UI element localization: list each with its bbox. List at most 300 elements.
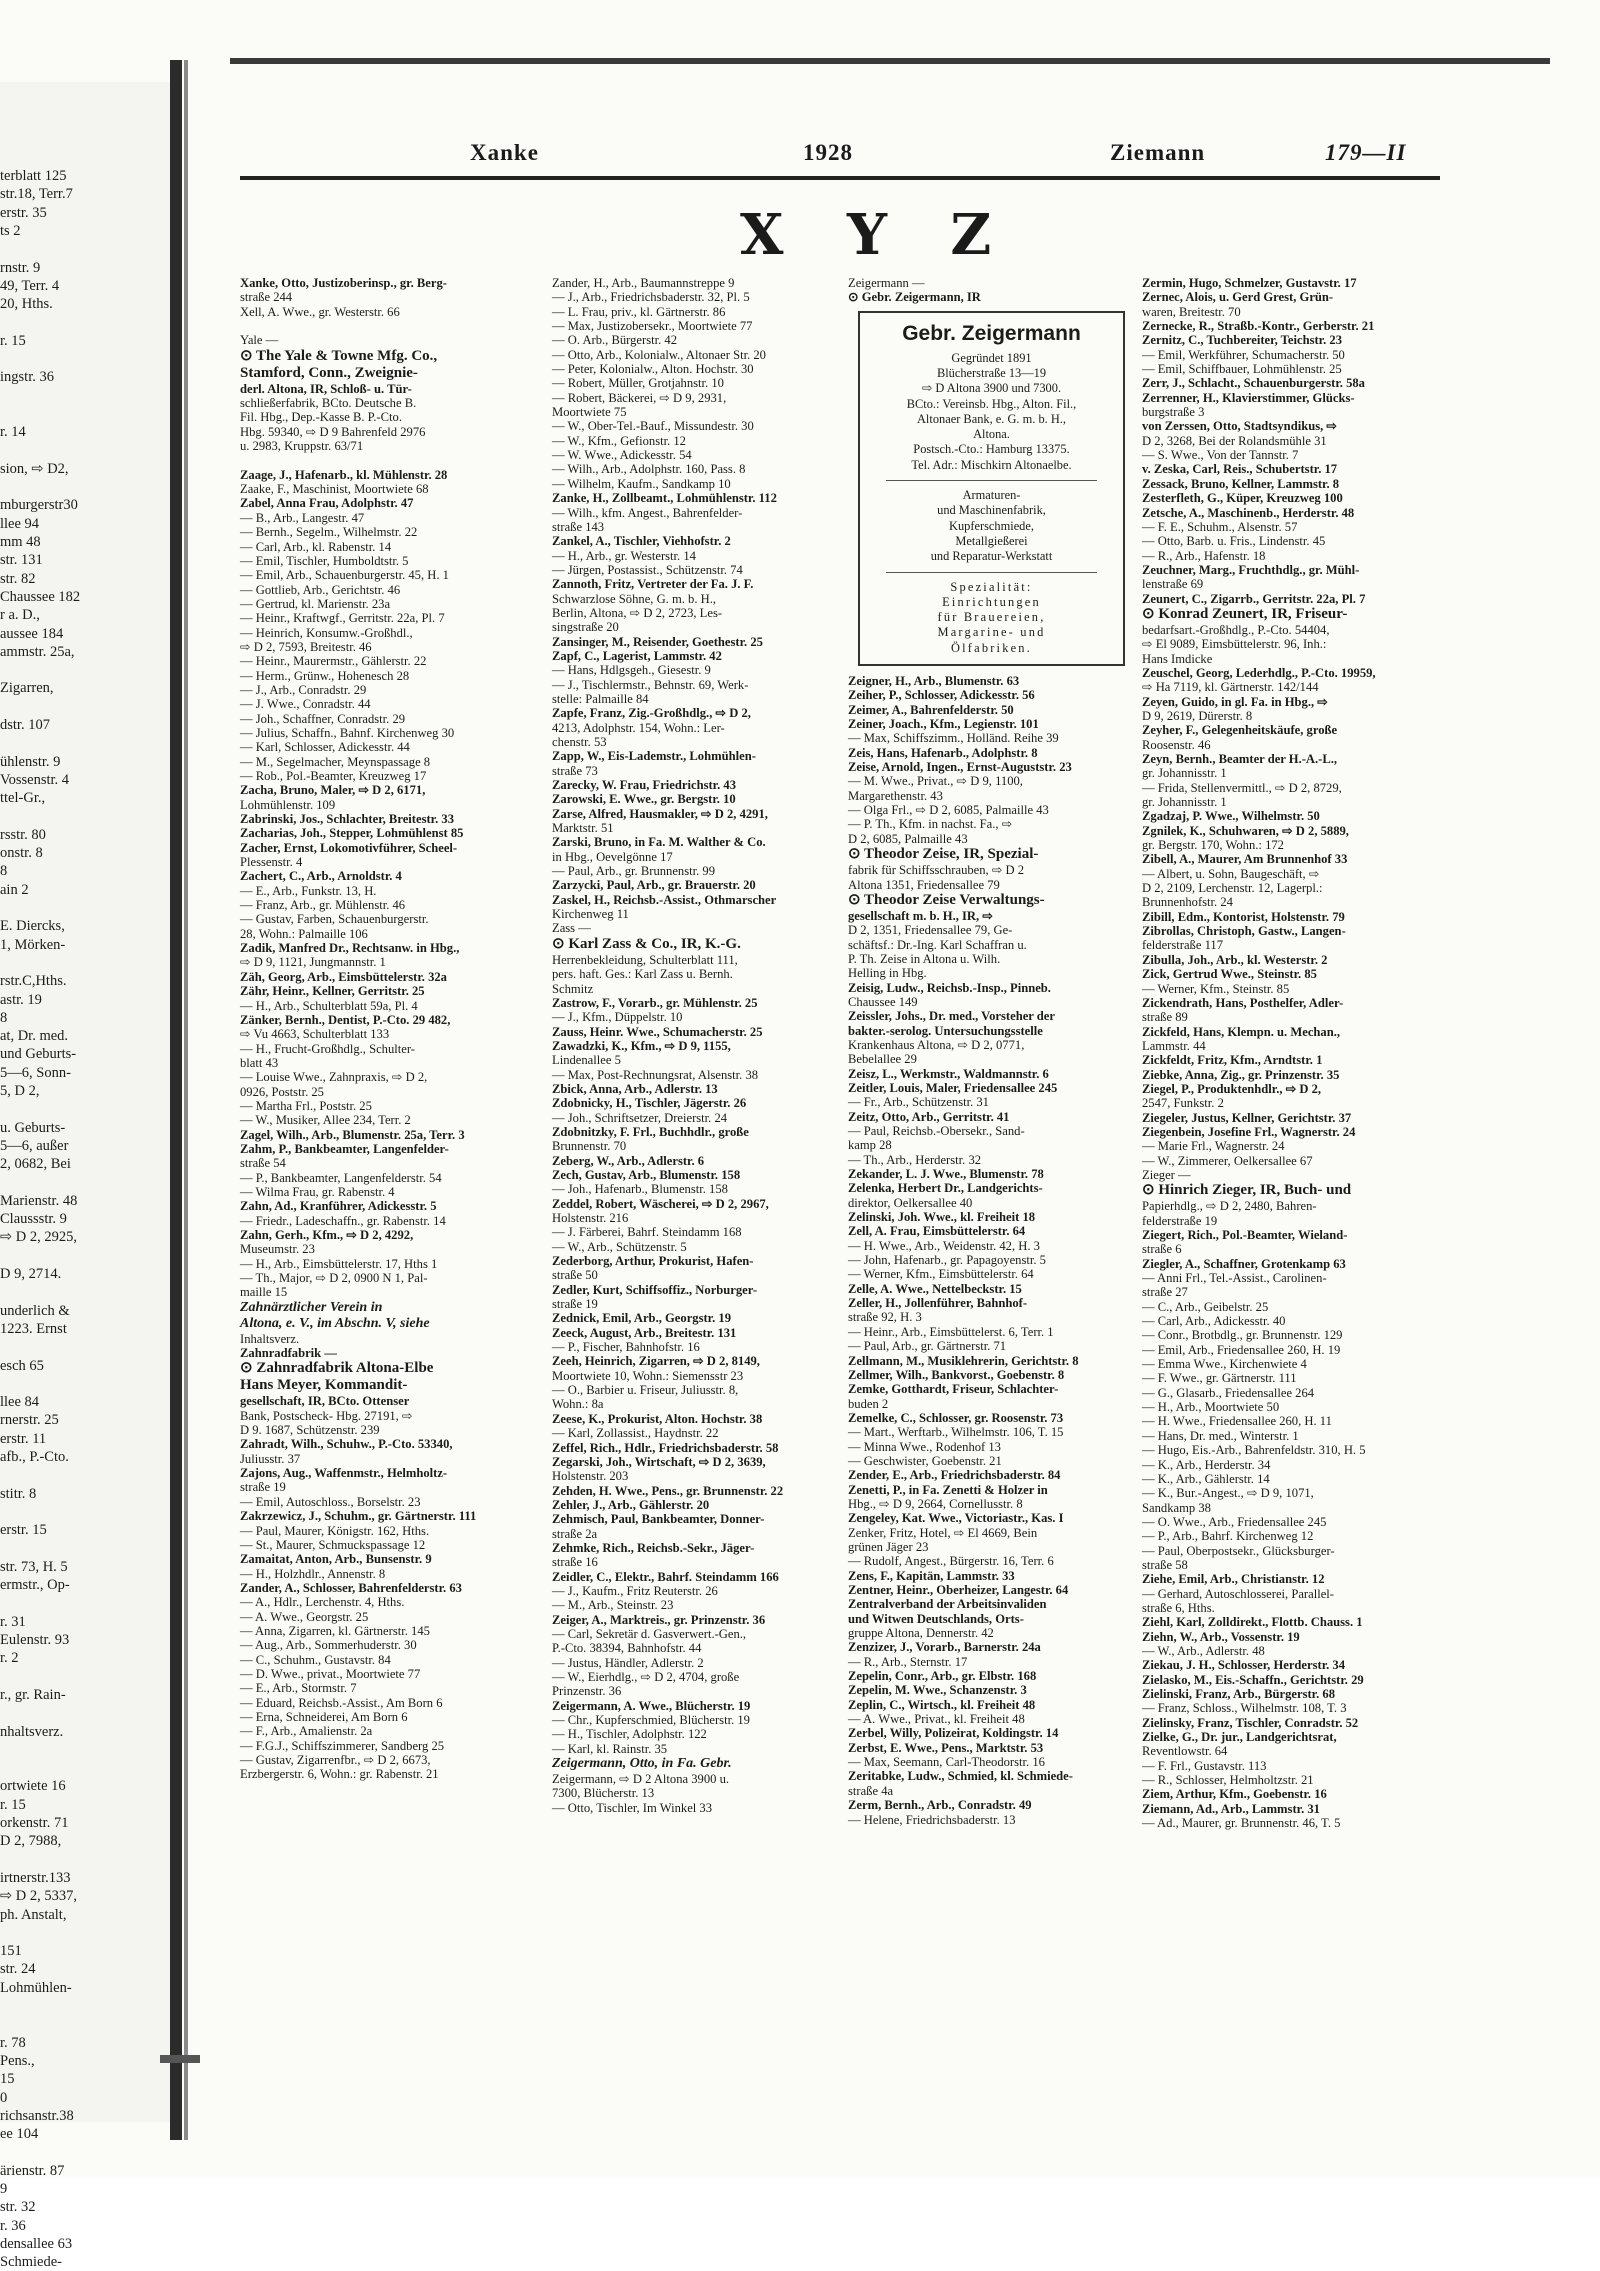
directory-entry: Zibill, Edm., Kontorist, Holstenstr. 79: [1142, 909, 1345, 924]
directory-entry: Zachert, C., Arb., Arnoldstr. 4: [240, 869, 402, 884]
directory-entry: — St., Maurer, Schmuckspassage 12: [240, 1537, 426, 1552]
directory-entry: Xell, A. Wwe., gr. Westerstr. 66: [240, 304, 400, 319]
firm-entry-heading: ⊙ Theodor Zeise Verwaltungs-: [848, 891, 1045, 908]
directory-entry: u. 2983, Kruppstr. 63/71: [240, 439, 364, 454]
directory-entry: gesellschaft m. b. H., IR, ⇨: [848, 908, 993, 923]
prev-page-fragment: str. 131: [0, 552, 43, 569]
directory-entry: — Conr., Brotbdlg., gr. Brunnenstr. 129: [1142, 1328, 1343, 1343]
prev-page-fragment: llee 94: [0, 515, 40, 532]
directory-entry: Zeis, Hans, Hafenarb., Adolphstr. 8: [848, 745, 1038, 760]
directory-entry: D 2, 2109, Lerchenstr. 12, Lagerpl.:: [1142, 881, 1323, 896]
directory-entry: — Gustav, Zigarrenfbr., ⇨ D 2, 6673,: [240, 1753, 431, 1767]
prev-page-fragment: ee 104: [0, 2126, 39, 2143]
directory-entry: Marktstr. 51: [552, 821, 614, 836]
directory-entry: Zibrollas, Christoph, Gastw., Langen-: [1142, 924, 1346, 939]
directory-entry: — W., Ober-Tel.-Bauf., Missundestr. 30: [552, 419, 754, 434]
directory-entry: — H., Arb., Eimsbüttelerstr. 17, Hths 1: [240, 1256, 438, 1271]
ad-line: Gegründet 1891: [951, 350, 1032, 365]
directory-entry: Zahn, Gerh., Kfm., ⇨ D 2, 4292,: [240, 1228, 414, 1242]
directory-entry: gr. Bergstr. 170, Wohn.: 172: [1142, 838, 1284, 853]
directory-entry: — Wilh., kfm. Angest., Bahrenfelder-: [552, 505, 743, 520]
ad-line: Postsch.-Cto.: Hamburg 13375.: [913, 442, 1070, 457]
directory-entry: Zadik, Manfred Dr., Rechtsanw. in Hbg.,: [240, 941, 460, 956]
directory-entry: Zeigermann, Otto, in Fa. Gebr.: [552, 1756, 732, 1772]
directory-entry: Zeberg, W., Arb., Adlerstr. 6: [552, 1153, 705, 1168]
prev-page-fragment: str.18, Terr.7: [0, 186, 73, 203]
directory-entry: Zeyn, Bernh., Beamter der H.-A.-L.,: [1142, 752, 1338, 766]
directory-entry: Hans Imdicke: [1142, 651, 1213, 666]
directory-entry: Bank, Postscheck- Hbg. 27191, ⇨: [240, 1408, 413, 1423]
directory-entry: Zeese, K., Prokurist, Alton. Hochstr. 38: [552, 1411, 763, 1426]
directory-entry: — M., Arb., Steinstr. 23: [552, 1598, 674, 1613]
directory-entry: Berlin, Altona, ⇨ D 2, 2723, Les-: [552, 605, 723, 620]
directory-entry: Zeiger, A., Marktreis., gr. Prinzenstr. 36: [552, 1612, 766, 1627]
directory-entry: Zastrow, F., Vorarb., gr. Mühlenstr. 25: [552, 995, 758, 1010]
directory-entry: — Marie Frl., Wagnerstr. 24: [1142, 1139, 1285, 1154]
directory-entry: Herrenbekleidung, Schulterblatt 111,: [552, 952, 738, 967]
directory-entry: — F. Wwe., gr. Gärtnerstr. 111: [1142, 1371, 1297, 1386]
directory-entry: — Heinr., Maurermstr., Gählerstr. 22: [240, 654, 427, 669]
page-number: 179—II: [1325, 140, 1407, 165]
directory-entry: — P., Arb., Bahrf. Kirchenweg 12: [1142, 1529, 1314, 1544]
firm-entry-heading: ⊙ Hinrich Zieger, IR, Buch- und: [1142, 1182, 1352, 1199]
directory-entry: — J. Wwe., Conradstr. 44: [240, 697, 371, 712]
directory-entry: Zeisz, L., Werkmstr., Waldmannstr. 6: [848, 1066, 1049, 1081]
directory-entry: Zauss, Heinr. Wwe., Schumacherstr. 25: [552, 1024, 763, 1039]
directory-entry: — Anni Frl., Tel.-Assist., Carolinen-: [1142, 1271, 1327, 1286]
directory-entry: — Paul, Oberpostsekr., Glücksburger-: [1142, 1543, 1335, 1558]
directory-entry: — Heinr., Arb., Eimsbüttelerst. 6, Terr. 1: [848, 1324, 1054, 1339]
directory-entry: — Rudolf, Angest., Bürgerstr. 16, Terr. 6: [848, 1554, 1054, 1569]
prev-page-fragment: erstr. 15: [0, 1522, 47, 1539]
directory-entry: Ziegler, A., Schaffner, Grotenkamp 63: [1142, 1256, 1346, 1271]
prev-page-fragment: sion, ⇨ D2,: [0, 460, 69, 477]
directory-entry: — Emil, Arb., Schauenburgerstr. 45, H. 1: [240, 568, 449, 583]
directory-entry: — O. Arb., Bürgerstr. 42: [552, 333, 678, 348]
directory-entry: gruppe Altona, Dennerstr. 42: [848, 1626, 994, 1641]
directory-entry: — D. Wwe., privat., Moortwiete 77: [240, 1666, 421, 1681]
directory-entry: — Karl, kl. Rainstr. 35: [552, 1741, 668, 1756]
directory-entry: Zermin, Hugo, Schmelzer, Gustavstr. 17: [1142, 276, 1357, 290]
directory-entry: — K., Bur.-Angest., ⇨ D 9, 1071,: [1142, 1486, 1314, 1501]
directory-entry: — H. Wwe., Arb., Weidenstr. 42, H. 3: [848, 1238, 1040, 1253]
directory-entry: — Hugo, Eis.-Arb., Bahrenfeldstr. 310, H. 5: [1142, 1443, 1366, 1458]
directory-entry: — Wilh., Arb., Adolphstr. 160, Pass. 8: [552, 462, 746, 477]
ad-line: Einrichtungen: [942, 594, 1041, 609]
directory-entry: blatt 43: [240, 1055, 279, 1070]
directory-entry: straße 50: [552, 1268, 598, 1283]
directory-entry: Zeitz, Otto, Arb., Gerritstr. 41: [848, 1109, 1010, 1124]
directory-entry: Zarse, Alfred, Hausmakler, ⇨ D 2, 4291,: [552, 806, 768, 821]
prev-page-fragment: 20, Hths.: [0, 296, 53, 313]
directory-entry: 28, Wohn.: Palmaille 106: [240, 926, 368, 941]
directory-entry: — Emma Wwe., Kirchenwiete 4: [1142, 1357, 1307, 1372]
directory-entry: Zednick, Emil, Arb., Georgstr. 19: [552, 1311, 731, 1326]
directory-entry: — P., Bankbeamter, Langenfelderstr. 54: [240, 1170, 442, 1185]
directory-entry: Xanke, Otto, Justizoberinsp., gr. Berg-: [240, 276, 447, 290]
directory-entry: Zarecky, W. Frau, Friedrichstr. 43: [552, 778, 737, 793]
directory-entry: D 9. 1687, Schützenstr. 239: [240, 1423, 380, 1438]
running-head-right: Ziemann: [1110, 140, 1206, 165]
prev-page-fragment: 1223. Ernst: [0, 1320, 67, 1337]
directory-entry: straße 6: [1142, 1242, 1182, 1257]
directory-entry: straße 19: [240, 1480, 286, 1495]
prev-page-fragment: 49, Terr. 4: [0, 277, 60, 294]
prev-page-fragment: 5—6, Sonn-: [0, 1064, 71, 1081]
directory-entry: — Eduard, Reichsb.-Assist., Am Born 6: [240, 1695, 443, 1710]
directory-entry: Zernitz, C., Tuchbereiter, Teichstr. 23: [1142, 333, 1342, 348]
directory-entry: — John, Hafenarb., gr. Papagoyenstr. 5: [848, 1253, 1046, 1268]
directory-entry: — Anna, Zigarren, kl. Gärtnerstr. 145: [240, 1623, 430, 1638]
prev-page-fragment: ain 2: [0, 881, 29, 898]
directory-entry: — Emil, Werkführer, Schumacherstr. 50: [1142, 347, 1345, 362]
prev-page-fragment: terblatt 125: [0, 168, 67, 184]
directory-entry: — H., Arb., gr. Westerstr. 14: [552, 548, 696, 563]
directory-entry: Zeissler, Johs., Dr. med., Vorsteher der: [848, 1009, 1055, 1024]
directory-entry: Zacharias, Joh., Stepper, Lohmühlenst 85: [240, 826, 464, 841]
directory-entry: Helling in Hbg.: [848, 966, 927, 981]
directory-entry: Zeigner, H., Arb., Blumenstr. 63: [848, 674, 1020, 689]
directory-entry: [240, 453, 540, 467]
prev-page-fragment: ammstr. 25a,: [0, 643, 75, 660]
ad-line: Tel. Adr.: Mischkirn Altonaelbe.: [911, 457, 1072, 472]
directory-entry: Zenzizer, J., Vorarb., Barnerstr. 24a: [848, 1640, 1041, 1655]
directory-entry: — W., Eierhdlg., ⇨ D 2, 4704, große: [552, 1670, 740, 1684]
directory-entry: felderstraße 19: [1142, 1213, 1218, 1228]
ad-line: Spezialität:: [950, 579, 1033, 594]
directory-entry: Bebelallee 29: [848, 1052, 917, 1067]
directory-entry: Zibell, A., Maurer, Am Brunnenhof 33: [1142, 852, 1348, 867]
directory-entry: Fil. Hbg., Dep.-Kasse B. P.-Cto.: [240, 410, 402, 425]
directory-entry: — F.G.J., Schiffszimmerer, Sandberg 25: [240, 1738, 445, 1753]
directory-entry: — W., Kfm., Gefionstr. 12: [552, 433, 686, 448]
directory-entry: Prinzenstr. 36: [552, 1684, 622, 1699]
directory-entry: direktor, Oelkersallee 40: [848, 1195, 973, 1210]
book-spine-edge: [184, 60, 188, 2140]
directory-entry: Altona 1351, Friedensallee 79: [848, 877, 1000, 892]
directory-entry: Zemke, Gotthardt, Friseur, Schlachter-: [848, 1382, 1059, 1397]
ad-line: und Reparatur-Werkstatt: [930, 549, 1053, 564]
directory-entry: — Minna Wwe., Rodenhof 13: [848, 1439, 1001, 1454]
prev-page-fragment: D 9, 2714.: [0, 1266, 62, 1282]
directory-entry: Zänker, Bernh., Dentist, P.-Cto. 29 482,: [240, 1012, 451, 1027]
directory-entry: Zehmke, Rich., Reichsb.-Sekr., Jäger-: [552, 1540, 755, 1555]
directory-entry: pers. haft. Ges.: Karl Zass u. Bernh.: [552, 967, 733, 982]
directory-entry: gr. Johannisstr. 1: [1142, 795, 1227, 810]
directory-entry: — Albert, u. Sohn, Baugeschäft, ⇨: [1142, 866, 1320, 881]
directory-entry: — Olga Frl., ⇨ D 2, 6085, Palmaille 43: [848, 803, 1049, 818]
directory-entry: Lindenallee 5: [552, 1053, 621, 1068]
directory-entry: Zech, Gustav, Arb., Blumenstr. 158: [552, 1167, 741, 1182]
directory-entry: stelle: Palmaille 84: [552, 691, 649, 706]
directory-entry: Zankel, A., Tischler, Viehhofstr. 2: [552, 534, 731, 549]
directory-entry: — Emil, Autoschloss., Borselstr. 23: [240, 1494, 421, 1509]
directory-entry: singstraße 20: [552, 620, 619, 635]
directory-entry: — H., Arb., Schulterblatt 59a, Pl. 4: [240, 998, 418, 1013]
directory-entry: Zieger —: [1142, 1167, 1191, 1182]
directory-entry: — Justus, Händler, Adlerstr. 2: [552, 1655, 704, 1670]
prev-page-fragment: r. 14: [0, 424, 26, 441]
directory-entry: — Max, Post-Rechnungsrat, Alsenstr. 38: [552, 1067, 759, 1082]
directory-entry: — J., Arb., Conradstr. 29: [240, 682, 367, 697]
directory-entry: — Joh., Schaffner, Conradstr. 29: [240, 711, 406, 726]
directory-entry: Ziemann, Ad., Arb., Lammstr. 31: [1142, 1801, 1320, 1816]
prev-page-fragment: ermstr., Op-: [0, 1577, 70, 1594]
directory-entry: straße 143: [552, 519, 605, 534]
directory-entry: Zeidler, C., Elektr., Bahrf. Steindamm 166: [552, 1569, 779, 1584]
ad-line: für Brauereien,: [937, 610, 1046, 625]
directory-entry: Zahm, P., Bankbeamter, Langenfelder-: [240, 1141, 449, 1156]
prev-page-fragment: stitr. 8: [0, 1485, 37, 1502]
prev-page-fragment: rnstr. 9: [0, 259, 41, 276]
directory-entry: Brunnenhofstr. 24: [1142, 895, 1233, 910]
header-rule: [240, 176, 1440, 180]
directory-entry: — A. Wwe., Georgstr. 25: [240, 1609, 369, 1624]
directory-entry: Zbick, Anna, Arb., Adlerstr. 13: [552, 1081, 718, 1096]
prev-page-fragment: 8: [0, 1009, 8, 1026]
column-2: [552, 276, 838, 2096]
directory-entry: Zapfe, Franz, Zig.-Großhdlg., ⇨ D 2,: [552, 706, 751, 721]
prev-page-fragment: ärienstr. 87: [0, 2162, 65, 2179]
directory-entry: — Martha Frl., Poststr. 25: [240, 1098, 372, 1113]
prev-page-fragment: r. 2: [0, 1650, 19, 1667]
directory-entry: Zielinski, Franz, Arb., Bürgerstr. 68: [1142, 1687, 1335, 1701]
directory-entry: — J., Kfm., Düppelstr. 10: [552, 1010, 683, 1025]
firm-entry-heading: ⊙ The Yale & Towne Mfg. Co.,: [240, 347, 438, 364]
prev-page-fragment: 5, D 2,: [0, 1083, 40, 1099]
directory-entry: — Joh., Schriftsetzer, Dreierstr. 24: [552, 1110, 728, 1125]
directory-entry: Zeisig, Ludw., Reichsb.-Insp., Pinneb.: [848, 980, 1051, 995]
directory-entry: — R., Schlosser, Helmholtzstr. 21: [1142, 1773, 1314, 1788]
directory-entry: Altona, e. V., im Abschn. V, siehe: [240, 1315, 430, 1331]
prev-page-fragment: 2, 0682, Bei: [0, 1156, 71, 1173]
directory-entry: Zielke, G., Dr. jur., Landgerichtsrat,: [1142, 1730, 1337, 1745]
prev-page-fragment: ühlenstr. 9: [0, 753, 61, 770]
directory-entry: straße 244: [240, 290, 293, 305]
directory-entry: Chaussee 149: [848, 994, 918, 1009]
prev-page-fragment: Marienstr. 48: [0, 1192, 78, 1209]
firm-entry-heading: ⊙ Zahnradfabrik Altona-Elbe: [240, 1360, 434, 1377]
directory-entry: — Bernh., Segelm., Wilhelmstr. 22: [240, 525, 418, 540]
directory-entry: — Aug., Arb., Sommerhuderstr. 30: [240, 1638, 417, 1653]
directory-entry: Ziehl, Karl, Zolldirekt., Flottb. Chauss. 1: [1142, 1615, 1363, 1630]
directory-entry: — H., Arb., Moortwiete 50: [1142, 1400, 1280, 1415]
prev-page-fragment: ⇨ D 2, 2925,: [0, 1229, 77, 1246]
directory-entry: — O. Wwe., Arb., Friedensallee 245: [1142, 1514, 1327, 1529]
section-title: X Y Z: [740, 202, 1014, 268]
directory-entry: Ziebke, Anna, Zig., gr. Prinzenstr. 35: [1142, 1067, 1340, 1082]
directory-entry: straße 2a: [552, 1526, 598, 1541]
directory-entry: D 9, 2619, Dürerstr. 8: [1142, 708, 1253, 723]
directory-entry: D 2, 1351, Friedensallee 79, Ge-: [848, 923, 1013, 938]
prev-page-fragment: str. 82: [0, 570, 36, 587]
prev-page-fragment: underlich &: [0, 1302, 70, 1319]
scan-mark: [160, 2055, 200, 2063]
directory-entry: straße 19: [552, 1297, 598, 1312]
directory-entry: — Werner, Kfm., Steinstr. 85: [1142, 981, 1290, 996]
prev-page-fragment: r. 15: [0, 332, 26, 349]
directory-entry: Juliusstr. 37: [240, 1451, 301, 1466]
directory-entry: — Gustav, Farben, Schauenburgerstr.: [240, 912, 429, 927]
prev-page-fragment: r. 78: [0, 2034, 26, 2051]
directory-entry: v. Zeska, Carl, Reis., Schubertstr. 17: [1142, 462, 1338, 477]
directory-entry: Ziegeler, Justus, Kellner, Gerichtstr. 37: [1142, 1110, 1352, 1125]
directory-entry: ⇨ D 9, 1121, Jungmannstr. 1: [240, 955, 386, 970]
directory-entry: — Paul, Arb., gr. Gärtnerstr. 71: [848, 1339, 1007, 1354]
directory-entry: — E., Arb., Funkstr. 13, H.: [240, 883, 377, 898]
directory-entry: Zaake, F., Maschinist, Moortwiete 68: [240, 482, 429, 497]
directory-entry: und Witwen Deutschlands, Orts-: [848, 1611, 1024, 1626]
directory-entry: Zagel, Wilh., Arb., Blumenstr. 25a, Terr. 3: [240, 1127, 465, 1142]
directory-entry: Zeigermann, A. Wwe., Blücherstr. 19: [552, 1698, 751, 1713]
directory-entry: — Chr., Kupferschmied, Blücherstr. 19: [552, 1713, 750, 1728]
directory-entry: — P. Th., Kfm. in nachst. Fa., ⇨: [848, 817, 1013, 832]
directory-entry: Zapp, W., Eis-Lademstr., Lohmühlen-: [552, 749, 756, 764]
directory-entry: Zedler, Kurt, Schiffsoffiz., Norburger-: [552, 1282, 758, 1297]
directory-entry: — Emil, Schiffbauer, Lohmühlenstr. 25: [1142, 362, 1342, 377]
directory-entry: — A. Wwe., Privat., kl. Freiheit 48: [848, 1712, 1025, 1727]
directory-entry: — F. E., Schuhm., Alsenstr. 57: [1142, 519, 1298, 534]
directory-entry: Zeimer, A., Bahrenfelderstr. 50: [848, 702, 1014, 717]
prev-page-fragment: mburgerstr30: [0, 497, 78, 514]
directory-entry: Zepelin, Conr., Arb., gr. Elbstr. 168: [848, 1669, 1037, 1684]
directory-entry: Moortwiete 75: [552, 405, 627, 420]
directory-entry: Zahradt, Wilh., Schuhw., P.-Cto. 53340,: [240, 1437, 453, 1452]
prev-page-fragment: ph. Anstalt,: [0, 1906, 67, 1923]
directory-entry: schäftsf.: Dr.-Ing. Karl Schaffran u.: [848, 937, 1027, 952]
directory-entry: — Paul, Maurer, Königstr. 162, Hths.: [240, 1523, 430, 1538]
ad-title: Gebr. Zeigermann: [902, 321, 1081, 345]
directory-entry: Zehler, J., Arb., Gählerstr. 20: [552, 1497, 710, 1512]
directory-entry: — L. Frau, priv., kl. Gärtnerstr. 86: [552, 304, 726, 319]
directory-entry: Museumstr. 23: [240, 1242, 315, 1257]
directory-entry: straße 16: [552, 1555, 598, 1570]
directory-entry: — Robert, Müller, Grotjahnstr. 10: [552, 376, 724, 391]
directory-entry: Zenetti, P., in Fa. Zenetti & Holzer in: [848, 1482, 1048, 1497]
directory-entry: Zahnärztlicher Verein in: [240, 1299, 383, 1315]
directory-entry: — W. Wwe., Adickesstr. 54: [552, 448, 692, 463]
directory-entry: Sandkamp 38: [1142, 1500, 1211, 1515]
directory-entry: straße 89: [1142, 1010, 1188, 1025]
directory-entry: — Franz, Arb., gr. Mühlenstr. 46: [240, 898, 406, 913]
directory-entry: — Herm., Grünw., Hohenesch 28: [240, 668, 410, 683]
directory-entry: burgstraße 3: [1142, 405, 1205, 420]
directory-entry: maille 15: [240, 1285, 288, 1300]
directory-entry: Zickfeld, Hans, Klempn. u. Mechan.,: [1142, 1024, 1341, 1039]
directory-entry: Zerm, Bernh., Arb., Conradstr. 49: [848, 1798, 1032, 1813]
prev-page-fragment: Zigarren,: [0, 680, 54, 697]
directory-entry: straße 4a: [848, 1783, 894, 1798]
prev-page-fragment: Pens.,: [0, 2052, 35, 2069]
directory-entry: Erzbergerstr. 6, Wohn.: gr. Rabenstr. 21: [240, 1767, 439, 1782]
directory-entry: Zick, Gertrud Wwe., Steinstr. 85: [1142, 967, 1317, 982]
directory-entry: — O., Barbier u. Friseur, Juliusstr. 8,: [552, 1383, 739, 1398]
prev-page-fragment: dstr. 107: [0, 717, 50, 733]
prev-page-fragment: rstr.C,Hths.: [0, 973, 67, 990]
directory-entry: Zannoth, Fritz, Vertreter der Fa. J. F.: [552, 577, 754, 592]
directory-entry: — C., Arb., Geibelstr. 25: [1142, 1299, 1269, 1314]
directory-entry: Zender, E., Arb., Friedrichsbaderstr. 84: [848, 1468, 1061, 1483]
directory-entry: — Carl, Arb., Adickesstr. 40: [1142, 1314, 1286, 1329]
prev-page-fragment: ttel-Gr.,: [0, 790, 46, 807]
directory-entry: P.-Cto. 38394, Bahnhofstr. 44: [552, 1641, 702, 1656]
directory-entry: Zacher, Ernst, Lokomotivführer, Scheel-: [240, 840, 458, 855]
prev-page-fragment: str. 73, H. 5: [0, 1558, 68, 1575]
directory-entry: straße 58: [1142, 1557, 1188, 1572]
directory-entry: Zeffel, Rich., Hdlr., Friedrichsbaderstr. 58: [552, 1440, 779, 1455]
directory-entry: — H., Tischler, Adolphstr. 122: [552, 1727, 707, 1742]
firm-entry-heading: ⊙ Karl Zass & Co., IR, K.-G.: [552, 935, 741, 952]
directory-entry: Hbg. 59340, ⇨ D 9 Bahrenfeld 2976: [240, 424, 426, 439]
directory-entry: Margarethenstr. 43: [848, 788, 943, 803]
directory-entry: — Franz, Schloss., Wilhelmstr. 108, T. 3: [1142, 1701, 1347, 1716]
directory-entry: — H. Wwe., Friedensallee 260, H. 11: [1142, 1414, 1332, 1429]
column-4: [1142, 276, 1430, 2096]
directory-entry: Zeise, Arnold, Ingen., Ernst-Auguststr. 23: [848, 760, 1072, 775]
directory-entry: — Max, Schiffszimm., Holländ. Reihe 39: [848, 731, 1059, 746]
prev-page-fragment: orkenstr. 71: [0, 1815, 69, 1831]
directory-entry: Zesterfleth, G., Küper, Kreuzweg 100: [1142, 491, 1343, 506]
directory-entry: — G., Glasarb., Friedensallee 264: [1142, 1385, 1315, 1400]
directory-entry: Zessack, Bruno, Kellner, Lammstr. 8: [1142, 476, 1340, 491]
directory-entry: grünen Jäger 23: [848, 1539, 929, 1554]
prev-page-fragment: llee 84: [0, 1394, 40, 1411]
directory-entry: Zaage, J., Hafenarb., kl. Mühlenstr. 28: [240, 467, 448, 482]
directory-entry: Zarski, Bruno, in Fa. M. Walther & Co.: [552, 835, 766, 850]
advertisement-box: [858, 311, 1125, 666]
directory-entry: Ziegert, Rich., Pol.-Beamter, Wieland-: [1142, 1228, 1348, 1242]
directory-entry: Zäh, Georg, Arb., Eimsbüttelerstr. 32a: [240, 969, 447, 984]
directory-entry: von Zerssen, Otto, Stadtsyndikus, ⇨: [1142, 419, 1337, 434]
directory-entry: Zass —: [552, 921, 591, 936]
directory-entry: — Th., Major, ⇨ D 2, 0900 N 1, Pal-: [240, 1271, 428, 1286]
directory-entry: Ziegenbein, Josefine Frl., Wagnerstr. 24: [1142, 1124, 1356, 1139]
directory-entry: Zernecke, R., Straßb.-Kontr., Gerberstr. 21: [1142, 319, 1375, 334]
directory-entry: — Heinr., Kraftwgf., Gerritstr. 22a, Pl. 7: [240, 611, 445, 626]
directory-entry: Zerbst, E. Wwe., Pens., Marktstr. 53: [848, 1740, 1044, 1755]
directory-entry: Zederborg, Arthur, Prokurist, Hafen-: [552, 1254, 754, 1269]
previous-page-margin: [0, 82, 172, 2271]
prev-page-fragment: ⇨ D 2, 5337,: [0, 1888, 77, 1905]
directory-entry: ⊙ Gebr. Zeigermann, IR: [848, 290, 981, 305]
prev-page-fragment: onstr. 8: [0, 845, 43, 862]
directory-entry: — Mart., Werftarb., Wilhelmstr. 106, T. 15: [848, 1425, 1064, 1440]
prev-page-fragment: Claussstr. 9: [0, 1211, 67, 1228]
directory-entry: Zentner, Heinr., Oberheizer, Langestr. 64: [848, 1583, 1069, 1597]
column-3: [848, 276, 1133, 2096]
prev-page-fragment: densallee 63: [0, 2235, 73, 2252]
prev-page-fragment: richsanstr.38: [0, 2107, 74, 2124]
running-head-year: 1928: [803, 140, 853, 165]
directory-entry: Zgadzaj, P. Wwe., Wilhelmstr. 50: [1142, 809, 1320, 824]
directory-entry: Papierhdlg., ⇨ D 2, 2480, Bahren-: [1142, 1199, 1317, 1214]
directory-entry: Zekander, L. J. Wwe., Blumenstr. 78: [848, 1167, 1044, 1182]
directory-entry: Zickfeldt, Fritz, Kfm., Arndtstr. 1: [1142, 1053, 1323, 1068]
directory-entry: — Otto, Barb. u. Fris., Lindenstr. 45: [1142, 534, 1326, 549]
directory-entry: — Max, Seemann, Carl-Theodorstr. 16: [848, 1755, 1045, 1770]
prev-page-fragment: r. 36: [0, 2217, 26, 2234]
directory-entry: derl. Altona, IR, Schloß- u. Tür-: [240, 381, 412, 396]
book-spine: [170, 60, 182, 2140]
firm-entry-heading: ⊙ Konrad Zeunert, IR, Friseur-: [1142, 605, 1348, 622]
directory-entry: P. Th. Zeise in Altona u. Wilh.: [848, 951, 1001, 966]
directory-entry: Zamaitat, Anton, Arb., Bunsenstr. 9: [240, 1552, 432, 1567]
prev-page-fragment: und Geburts-: [0, 1046, 77, 1063]
directory-entry: — Joh., Hafenarb., Blumenstr. 158: [552, 1182, 728, 1197]
directory-entry: Zeuschel, Georg, Lederhdlg., P.-Cto. 19959,: [1142, 665, 1376, 680]
directory-entry: kamp 28: [848, 1138, 892, 1153]
directory-entry: Plessenstr. 4: [240, 855, 303, 870]
